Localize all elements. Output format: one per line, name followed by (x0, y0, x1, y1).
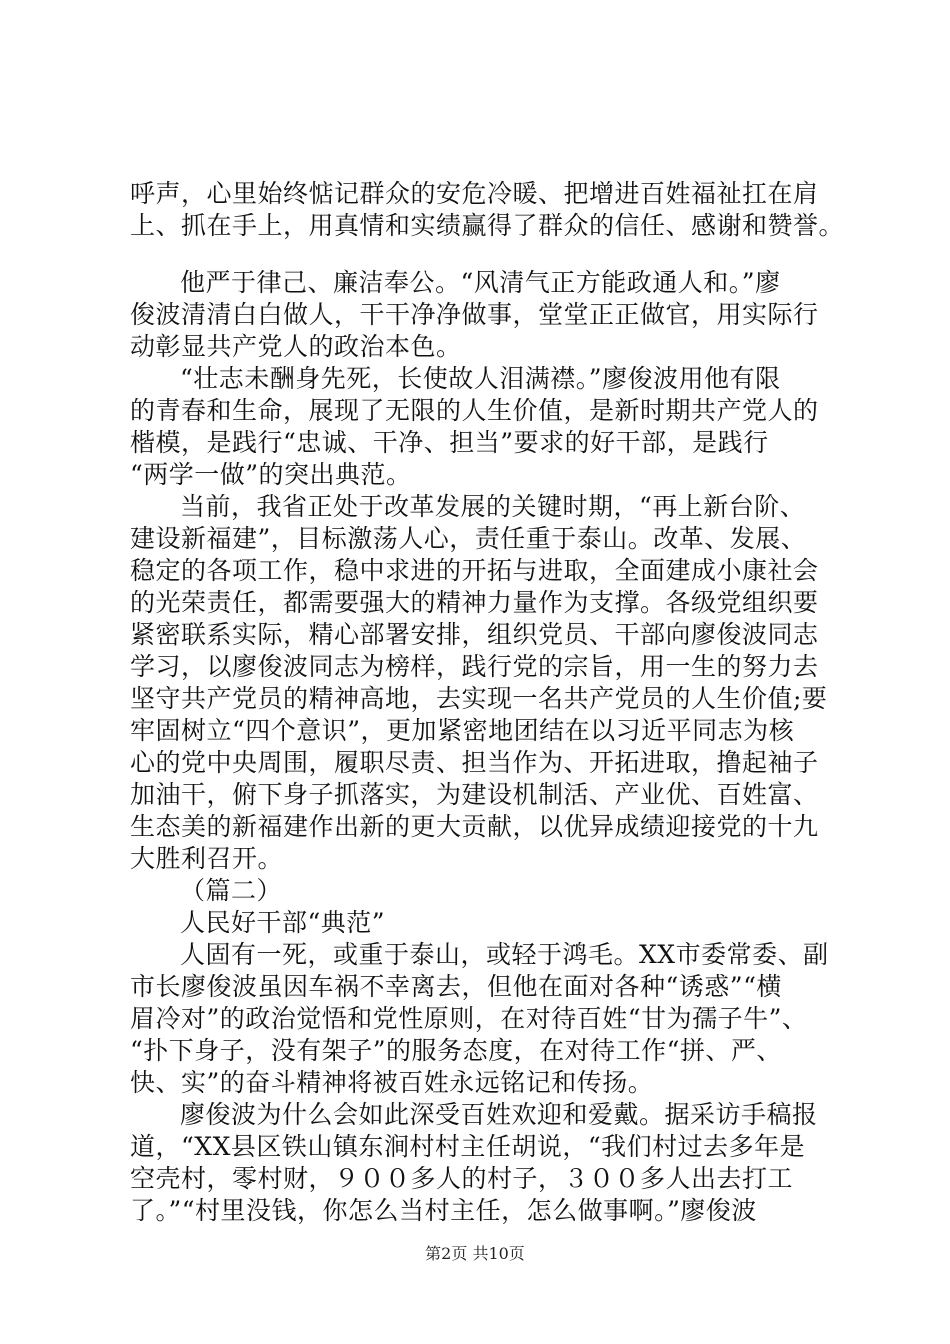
text-line: “壮志未酬身先死，长使故人泪满襟。”廖俊波用他有限 (180, 364, 781, 393)
text-line: 动彰显共产党人的政治本色。 (130, 332, 462, 361)
text-line: 了。”“村里没钱，你怎么当村主任，怎么做事啊。”廖俊波 (130, 1196, 757, 1225)
text-line: 他严于律己、廉洁奉公。“风清气正方能政通人和。”廖 (180, 268, 781, 297)
text-line: “扑下身子，没有架子”的服务态度，在对待工作“拼、严、 (130, 1036, 782, 1065)
text-line: “两学一做”的突出典范。 (130, 460, 412, 489)
text-line: 学习，以廖俊波同志为榜样，践行党的宗旨，用一生的努力去 (130, 652, 819, 681)
text-line: 空壳村，零村财，９００多人的村子，３００多人出去打工 (130, 1164, 794, 1193)
text-line: 眉冷对”的政治觉悟和党性原则，在对待百姓“甘为孺子牛”、 (130, 1004, 808, 1033)
text-line: 楷模，是践行“忠诚、干净、担当”要求的好干部，是践行 (130, 428, 769, 457)
text-line: 牢固树立“四个意识”，更加紧密地团结在以习近平同志为核 (130, 716, 795, 745)
text-line: 市长廖俊波虽因车祸不幸离去，但他在面对各种“诱惑”“横 (130, 972, 782, 1001)
section-label: （篇二） (180, 876, 283, 905)
text-line: 生态美的新福建作出新的更大贡献，以优异成绩迎接党的十九 (130, 812, 819, 841)
text-line: 上、抓在手上，用真情和实绩赢得了群众的信任、感谢和赞誉。 (130, 211, 845, 240)
text-line: 的光荣责任，都需要强大的精神力量作为支撑。各级党组织要 (130, 588, 819, 617)
text-line: 稳定的各项工作，稳中求进的开拓与进取，全面建成小康社会 (130, 556, 819, 585)
text-line: 大胜利召开。 (130, 844, 284, 873)
text-line: 的青春和生命，展现了无限的人生价值，是新时期共产党人的 (130, 396, 819, 425)
text-line: 当前，我省正处于改革发展的关键时期，“再上新台阶、 (180, 492, 806, 521)
text-line: 坚守共产党员的精神高地，去实现一名共产党员的人生价值;要 (130, 684, 828, 713)
text-line: 建设新福建”，目标激荡人心，责任重于泰山。改革、发展、 (130, 524, 807, 553)
text-line: 心的党中央周围，履职尽责、担当作为、开拓进取，撸起袖子 (130, 748, 819, 777)
text-line: 紧密联系实际，精心部署安排，组织党员、干部向廖俊波同志 (130, 620, 819, 649)
text-line: 俊波清清白白做人，干干净净做事，堂堂正正做官，用实际行 (130, 300, 819, 329)
text-line: 加油干，俯下身子抓落实，为建设机制活、产业优、百姓富、 (130, 780, 819, 809)
text-line: 人固有一死，或重于泰山，或轻于鸿毛。XX市委常委、副 (180, 940, 829, 969)
section-title: 人民好干部“典范” (180, 908, 386, 937)
text-line: 快、实”的奋斗精神将被百姓永远铭记和传扬。 (130, 1068, 654, 1097)
text-line: 呼声，心里始终惦记群众的安危冷暖、把增进百姓福祉扛在肩 (130, 179, 819, 208)
text-line: 廖俊波为什么会如此深受百姓欢迎和爱戴。据采访手稿报 (180, 1100, 818, 1129)
page-number: 第2页 共10页 (425, 1244, 525, 1263)
text-line: 道，“XX县区铁山镇东涧村村主任胡说，“我们村过去多年是 (130, 1132, 806, 1161)
